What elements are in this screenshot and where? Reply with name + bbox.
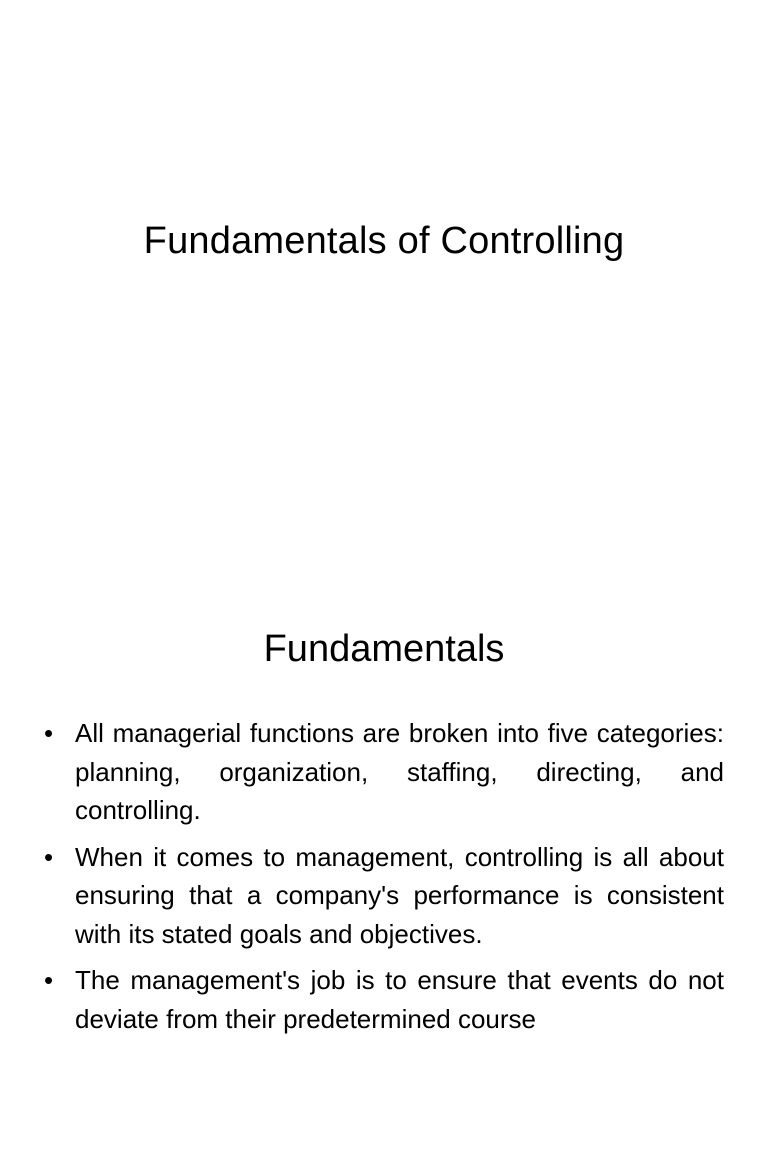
- slide-title: Fundamentals: [263, 628, 505, 670]
- bullet-item: [44, 714, 724, 830]
- bullet-item: [44, 961, 724, 1038]
- bullet-text: When it comes to management, controlling is all about ensuring that a company's performance is consistent with its stated goals and objectives.: [75, 841, 724, 949]
- bullet-icon: •: [44, 965, 54, 995]
- slide-2: [0, 576, 768, 1152]
- bullet-text: All managerial functions are broken into five categories: planning, organization, staffing, directing, and controlling.: [75, 718, 724, 825]
- bullet-icon: •: [44, 841, 54, 872]
- bullet-icon: •: [44, 718, 54, 748]
- bullet-text: The management's job is to ensure that events do not deviate from their predetermined course: [75, 965, 724, 1034]
- bullet-item: [44, 838, 724, 954]
- bullet-list: [44, 714, 724, 1046]
- slide-title: Fundamentals of Controlling: [143, 220, 625, 262]
